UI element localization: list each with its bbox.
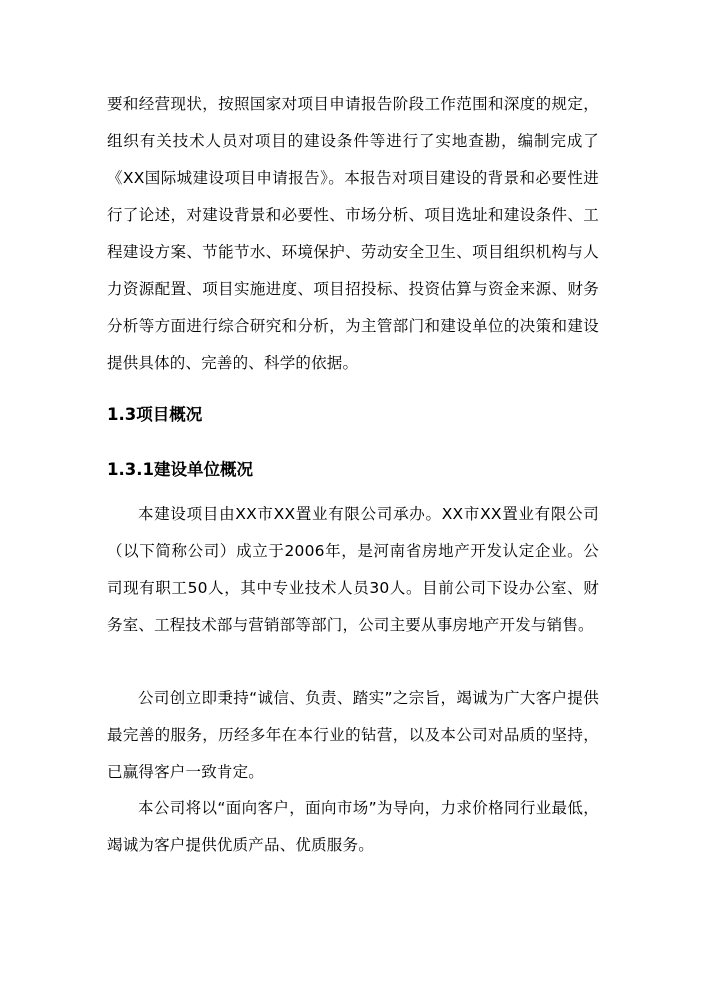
section-heading: 1.3项目概况: [107, 405, 203, 424]
orientation-paragraph: 本公司将以“面向客户，面向市场”为导向，力求价格同行业最低，竭诚为客户提供优质产品、优质服务。: [107, 799, 599, 854]
tenet-paragraph: 公司创立即秉持“诚信、负责、踏实”之宗旨，竭诚为广大客户提供最完善的服务，历经多年在本行业的钻营，以及本公司对品质的坚持，已赢得客户一致肯定。: [107, 689, 599, 781]
intro-paragraph: 要和经营现状，按照国家对项目申请报告阶段工作范围和深度的规定，组织有关技术人员对项目的建设条件等进行了实地查勘，编制完成了《XX国际城建设项目申请报告》。本报告对项目建设的背景和必要性进行了论述，对建设背景和必要性、市场分析、项目选址和建设条件、工程建设方案、节能节水、环境保护、劳动安全卫生、项目组织机构与人力资源配置、项目实施进度、项目招投标、投资估算与资金来源、财务分析等方面进行综合研究和分析，为主管部门和建设单位的决策和建设提供具体的、完善的、科学的依据。: [107, 95, 599, 372]
company-paragraph: 本建设项目由XX市XX置业有限公司承办。XX市XX置业有限公司（以下简称公司）成立于2006年，是河南省房地产开发认定企业。公司现有职工50人，其中专业技术人员30人。目前公司下设办公室、财务室、工程技术部与营销部等部门，公司主要从事房地产开发与销售。: [107, 505, 599, 634]
subsection-heading: 1.3.1建设单位概况: [107, 460, 253, 479]
